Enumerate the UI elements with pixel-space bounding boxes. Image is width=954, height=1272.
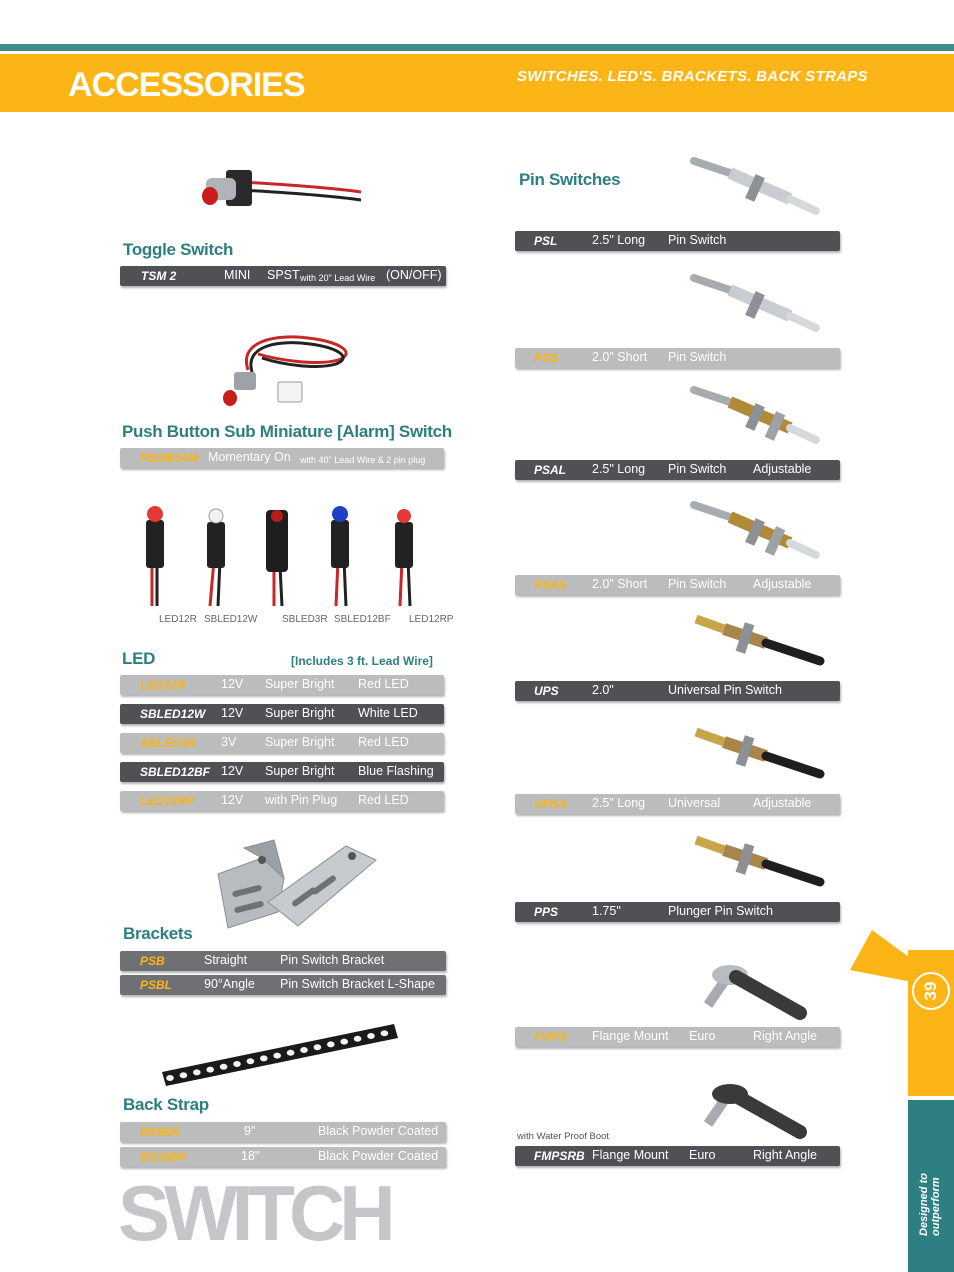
product-row-led12rp: [120, 791, 444, 811]
product-code: PSS: [534, 351, 559, 365]
product-row-ups: [515, 681, 840, 701]
toggle-switch-title: Toggle Switch: [123, 240, 234, 259]
product-desc: Pin Switch: [668, 233, 727, 247]
sidebar-tagline: [918, 1106, 942, 1236]
product-code: BS18BK: [140, 1150, 188, 1164]
back-strap-title: Back Strap: [123, 1095, 209, 1114]
product-code: PSAS: [534, 578, 567, 592]
water-proof-note: with Water Proof Boot: [517, 1131, 610, 1142]
product-shape: 90°Angle: [204, 977, 255, 991]
product-code: PBSM14M: [140, 451, 199, 465]
page-title: ACCESSORIES: [68, 66, 305, 104]
product-code: FMPS: [534, 1030, 568, 1044]
product-voltage: 12V: [221, 793, 244, 807]
product-spec: 2.0" Short: [592, 350, 648, 364]
product-desc: Pin Switch Bracket: [280, 953, 385, 967]
product-row-upsa: [515, 794, 840, 814]
pin-switch-photo: [690, 499, 830, 569]
product-row-sbled12bf: [120, 762, 444, 782]
product-desc: Plunger Pin Switch: [668, 904, 773, 918]
product-function: Momentary On: [208, 450, 291, 464]
product-code: BS9BK: [140, 1125, 181, 1139]
product-size: MINI: [224, 268, 251, 282]
product-voltage: 12V: [221, 677, 244, 691]
product-feature: Adjustable: [753, 796, 812, 810]
led-caption: SBLED12BF: [334, 614, 391, 625]
product-code: LED12R: [140, 678, 187, 692]
product-length: 18": [241, 1149, 260, 1163]
product-desc: with Pin Plug: [265, 793, 338, 807]
led-caption: LED12R: [159, 614, 197, 625]
toggle-switch-photo: [196, 162, 366, 220]
product-length: 9": [244, 1124, 256, 1138]
pin-switches-title: Pin Switches: [519, 170, 621, 189]
product-spec: 2.0": [592, 683, 614, 697]
product-code: TSM 2: [141, 269, 177, 283]
product-row-psbl: [120, 975, 446, 995]
tagline-line2: outperform: [930, 1177, 942, 1236]
push-button-switch-photo: [218, 330, 358, 410]
product-code: PSAL: [534, 463, 567, 477]
page-subtitle: SWITCHES. LED'S. BRACKETS. BACK STRAPS: [517, 68, 868, 85]
product-desc: Pin Switch: [668, 350, 727, 364]
pin-switch-photo: [690, 951, 830, 1021]
product-spec: 2.5" Long: [592, 233, 646, 247]
led-lights-photo: [130, 500, 440, 610]
product-color: Red LED: [358, 735, 409, 749]
watermark-text: SWITCH: [118, 1169, 390, 1257]
product-color: Red LED: [358, 793, 409, 807]
product-code: LED12RP: [140, 794, 195, 808]
product-desc: Euro: [689, 1029, 716, 1043]
product-desc: Pin Switch Bracket L-Shape: [280, 977, 435, 991]
product-row-led12r: [120, 675, 444, 695]
product-color: Red LED: [358, 677, 409, 691]
product-row-psb: [120, 951, 446, 971]
product-spec: 2.5" Long: [592, 462, 646, 476]
pin-switch-photo: [690, 718, 830, 788]
brackets-title: Brackets: [123, 924, 193, 943]
product-code: SBLED12BF: [140, 765, 211, 779]
product-spec: 2.0" Short: [592, 577, 648, 591]
product-code: SBLED12W: [140, 707, 206, 721]
product-code: UPSA: [534, 797, 568, 811]
pin-switch-photo: [690, 155, 830, 225]
product-spec: Flange Mount: [592, 1029, 669, 1043]
product-code: PSL: [534, 234, 558, 248]
product-lead: with 40" Lead Wire & 2 pin plug: [300, 455, 426, 465]
led-caption: SBLED3R: [282, 614, 328, 625]
back-strap-photo: [160, 1020, 400, 1090]
product-code: PSB: [140, 954, 165, 968]
product-row-sbled3r: [120, 733, 444, 753]
product-desc: Super Bright: [265, 706, 335, 720]
product-color: Blue Flashing: [358, 764, 434, 778]
product-spec: 2.5" Long: [592, 796, 646, 810]
product-desc: Pin Switch: [668, 577, 727, 591]
product-row-pss: [515, 348, 840, 368]
product-row-pps: [515, 902, 840, 922]
product-voltage: 3V: [221, 735, 237, 749]
product-row-bs18bk: [120, 1147, 446, 1167]
product-desc: Universal: [668, 796, 721, 810]
product-code: PPS: [534, 905, 559, 919]
led-note: [Includes 3 ft. Lead Wire]: [291, 654, 433, 668]
product-row-fmps: [515, 1027, 840, 1047]
product-row-fmpsrb: [515, 1146, 840, 1166]
product-finish: Black Powder Coated: [318, 1149, 439, 1163]
product-desc: Super Bright: [265, 735, 335, 749]
product-desc: Pin Switch: [668, 462, 727, 476]
product-desc: Universal Pin Switch: [668, 683, 782, 697]
product-code: UPS: [534, 684, 559, 698]
product-feature: Right Angle: [753, 1029, 817, 1043]
product-code: SBLED3R: [140, 736, 197, 750]
product-row-psl: [515, 231, 840, 251]
product-code: PSBL: [140, 978, 173, 992]
product-row-sbled12w: [120, 704, 444, 724]
product-type: SPST: [267, 268, 300, 282]
pin-switch-photo: [690, 384, 830, 454]
product-shape: Straight: [204, 953, 248, 967]
product-desc: Euro: [689, 1148, 716, 1162]
product-spec: 1.75": [592, 904, 621, 918]
pin-switch-photo: [690, 1070, 830, 1140]
product-desc: Super Bright: [265, 677, 335, 691]
product-row-tsm2: [120, 266, 446, 286]
product-desc: Super Bright: [265, 764, 335, 778]
pin-switch-photo: [690, 826, 830, 896]
product-row-bs9bk: [120, 1122, 446, 1142]
product-row-psal: [515, 460, 840, 480]
pin-switch-photo: [690, 272, 830, 342]
product-code: FMPSRB: [534, 1149, 585, 1163]
brackets-photo: [214, 838, 384, 928]
product-spec: Flange Mount: [592, 1148, 669, 1162]
header-teal-stripe: [0, 44, 954, 51]
led-title: LED: [122, 649, 156, 668]
push-button-title: Push Button Sub Miniature [Alarm] Switch: [122, 422, 452, 441]
product-color: White LED: [358, 706, 418, 720]
product-feature: Adjustable: [753, 577, 812, 591]
product-row-psas: [515, 575, 840, 595]
product-voltage: 12V: [221, 706, 244, 720]
led-caption: LED12RP: [409, 614, 454, 625]
led-caption: SBLED12W: [204, 614, 258, 625]
product-voltage: 12V: [221, 764, 244, 778]
page-number: 39: [912, 972, 950, 1010]
pin-switch-photo: [690, 605, 830, 675]
product-feature: Adjustable: [753, 462, 812, 476]
product-feature: Right Angle: [753, 1148, 817, 1162]
product-row-pbsm14m: [120, 448, 444, 468]
product-finish: Black Powder Coated: [318, 1124, 439, 1138]
tagline-line1: Designed to: [918, 1173, 930, 1236]
product-lead: with 20" Lead Wire: [300, 273, 376, 283]
product-function: (ON/OFF): [386, 268, 442, 282]
